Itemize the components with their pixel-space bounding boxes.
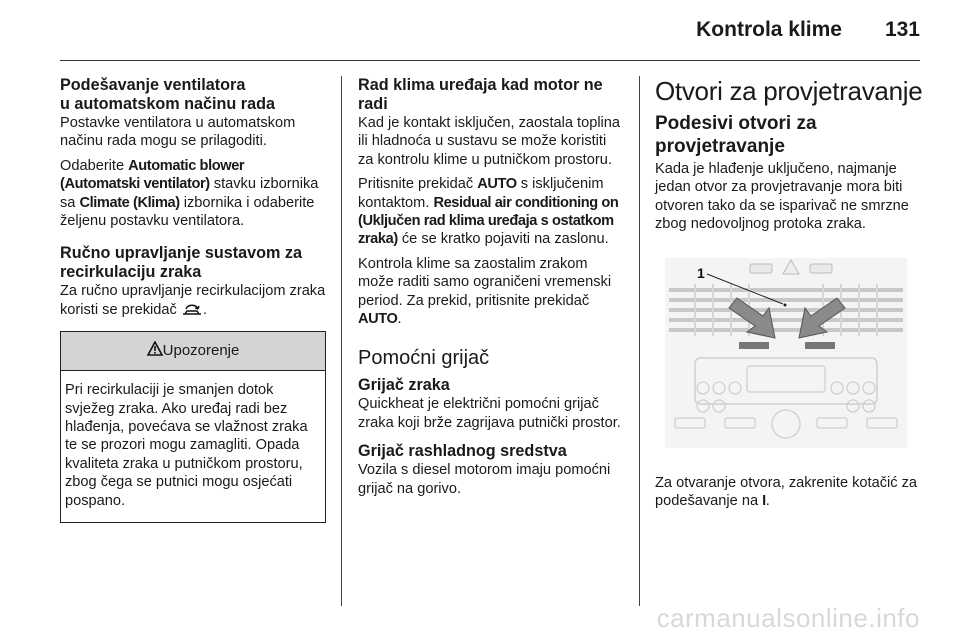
figure-callout-1: 1 xyxy=(697,264,705,281)
heading-line: provjetravanje xyxy=(655,136,785,157)
bold-term: Automatic blower (Automatski ventilator) xyxy=(60,157,245,193)
text: Kontrola klime sa zaostalim zrakom može raditi samo ograničeni vremenski period. Za prekid, pritisnite prekidač xyxy=(358,255,612,309)
watermark: carmanualsonline.info xyxy=(656,603,920,633)
text: Za otvaranje otvora, zakrenite kotačić za podešavanje na xyxy=(655,474,918,510)
column-divider-1 xyxy=(341,76,342,606)
text: . xyxy=(202,301,207,318)
heading-line: radi xyxy=(358,95,388,113)
paragraph: Postavke ventilatora u automatskom načinu rada mogu se prilagoditi. xyxy=(60,115,296,150)
paragraph: Vozila s diesel motorom imaju pomoćni grijač na gorivo. xyxy=(358,462,611,497)
column-1 xyxy=(60,76,326,523)
heading-line: Ručno upravljanje sustavom za xyxy=(60,244,302,263)
text: s isključenim kontaktom. xyxy=(358,176,604,211)
heading-line: Podesivi otvori za xyxy=(655,113,817,134)
header-title: Kontrola klime xyxy=(696,18,842,41)
section-heading-fan-auto xyxy=(60,76,326,114)
chapter-heading-vents: Otvori za provjetravanje xyxy=(655,76,923,106)
text: stavku izbornika sa xyxy=(60,176,319,211)
vent-illustration xyxy=(655,248,917,458)
paragraph-open-vent xyxy=(655,474,923,511)
warning-triangle-icon xyxy=(147,341,163,361)
text: Za ručno upravljanje recirkulacijom zraka koristi se prekidač xyxy=(60,283,326,318)
bold-term: Residual air conditioning on (Uključen rad klima uređaja s ostatkom zraka) xyxy=(358,194,619,248)
text: Odaberite xyxy=(60,157,129,174)
warning-title: Upozorenje xyxy=(162,342,240,360)
heading-line: Podešavanje ventilatora xyxy=(60,76,246,94)
text: Pritisnite prekidač xyxy=(358,176,478,193)
bold-term: AUTO xyxy=(477,176,517,193)
bold-term: AUTO xyxy=(358,311,398,328)
text: . xyxy=(765,493,770,510)
heading-line: u automatskom načinu rada xyxy=(60,95,275,113)
section-heading-adjustable-vents xyxy=(655,112,923,158)
bold-term: Climate (Klima) xyxy=(79,194,180,211)
heading-line: recirkulaciju zraka xyxy=(60,263,202,282)
warning-header xyxy=(61,332,325,371)
paragraph: Quickheat je električni pomoćni grijač zraka koji brže zagrijava putnički prostor. xyxy=(358,396,621,431)
paragraph-select-blower xyxy=(60,157,326,231)
bold-term: I xyxy=(762,493,766,510)
text: . xyxy=(397,311,402,328)
page-number: 131 xyxy=(884,18,920,41)
column-divider-2 xyxy=(639,76,640,606)
paragraph-residual-limit xyxy=(358,255,624,329)
paragraph: Kad je kontakt isključen, zaostala toplina ili hladnoća u sustavu se može koristiti za kontrolu klime u putničkom prostoru. xyxy=(358,115,621,168)
paragraph-recirculation xyxy=(60,282,326,321)
recirculation-icon xyxy=(181,303,203,321)
paragraph-auto-switch xyxy=(358,175,624,249)
column-3 xyxy=(655,76,923,516)
header-rule xyxy=(60,60,920,61)
warning-box xyxy=(60,331,326,523)
page-header xyxy=(0,0,960,60)
section-heading-residual-ac xyxy=(358,76,624,114)
section-heading-aux-heater: Pomoćni grijač xyxy=(358,347,490,370)
paragraph: Kada je hlađenje uključeno, najmanje jedan otvor za provjetravanje mora biti otvoren tako da se isparivač ne smrzne zbog nedovoljnog protoka zraka. xyxy=(655,161,909,233)
subheading-coolant-heater: Grijač rashladnog sredstva xyxy=(358,442,567,461)
column-2 xyxy=(358,76,624,504)
warning-text: Pri recirkulaciji je smanjen dotok svježeg zraka. Ako uređaj radi bez hlađenja, povećava se vlažnost zraka te se prozori mogu zamagliti. Opada kvaliteta zraka u putničkom prostoru, zbog čega se putnici mogu osjećati pospano. xyxy=(65,382,308,509)
text: će se kratko pojaviti na zaslonu. xyxy=(397,231,609,248)
heading-line: Rad klima uređaja kad motor ne xyxy=(358,76,603,94)
subheading-air-heater: Grijač zraka xyxy=(358,376,450,395)
section-heading-recirculation xyxy=(60,244,326,282)
text: izbornika i odaberite željenu postavku ventilatora. xyxy=(60,194,315,230)
